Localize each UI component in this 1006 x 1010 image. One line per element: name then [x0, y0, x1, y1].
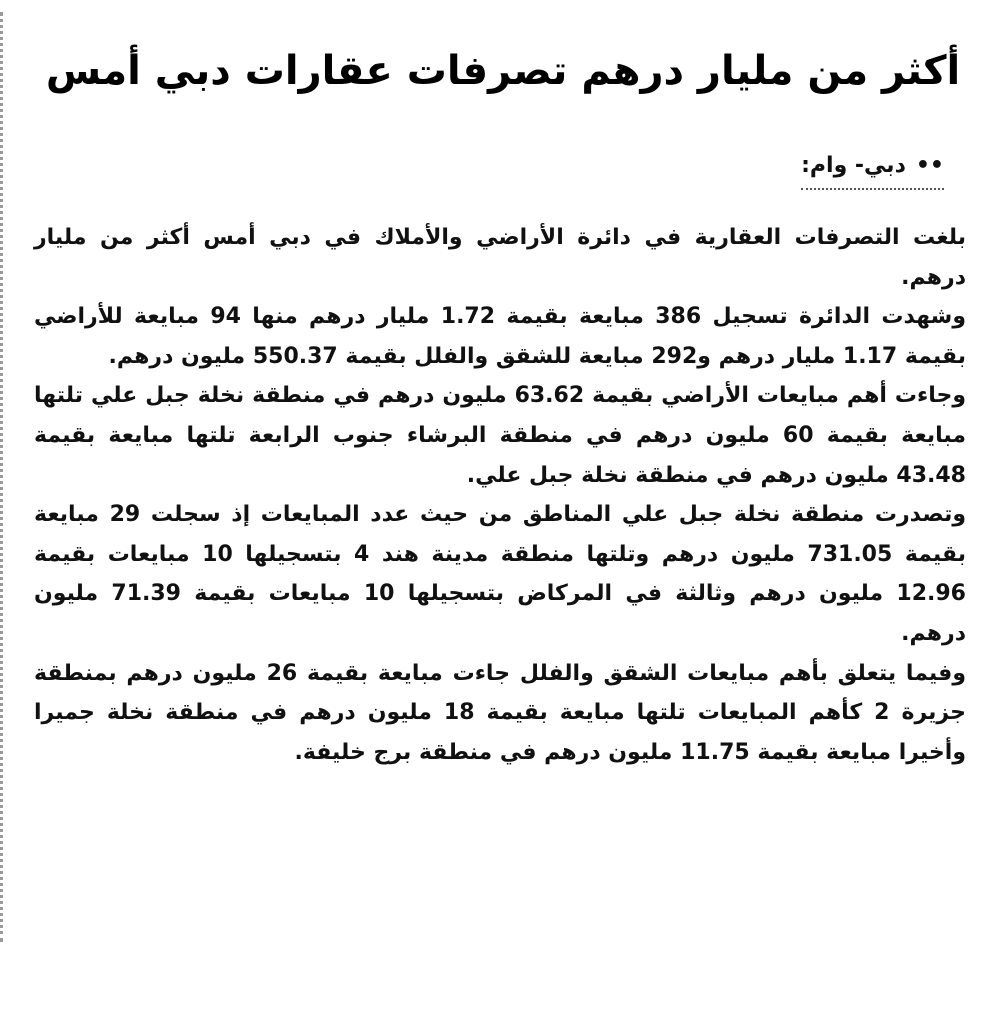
article-body	[34, 218, 966, 772]
article-headline: أكثر من مليار درهم تصرفات عقارات دبي أمس	[45, 48, 961, 94]
dateline-text: دبي- وام:	[801, 153, 906, 178]
article-paragraph-1: بلغت التصرفات العقارية في دائرة الأراضي والأملاك في دبي أمس أكثر من مليار درهم.	[34, 225, 966, 290]
article-paragraph-5: وفيما يتعلق بأهم مبايعات الشقق والفلل جاءت مبايعة بقيمة 26 مليون درهم بمنطقة جزيرة 2 كأهم المبايعات تلتها مبايعة بقيمة 18 مليون درهم في منطقة نخلة جميرا وأخيرا مبايعة بقيمة 11.75 مليون درهم في منطقة برج خليفة.	[34, 660, 966, 765]
dateline-bullets: ••	[915, 153, 944, 178]
column-divider-dotted	[0, 12, 3, 942]
article-paragraph-2: وشهدت الدائرة تسجيل 386 مبايعة بقيمة 1.72 مليار درهم منها 94 مبايعة للأراضي بقيمة 1.17 مليار درهم و292 مبايعة للشقق والفلل بقيمة 550.37 مليون درهم.	[34, 304, 966, 369]
article-paragraph-4: وتصدرت منطقة نخلة جبل علي المناطق من حيث عدد المبايعات إذ سجلت 29 مبايعة بقيمة 731.05 مليون درهم وتلتها منطقة مدينة هند 4 بتسجيلها 10 مبايعات بقيمة 12.96 مليون درهم وثالثة في المركاض بتسجيلها 10 مبايعات بقيمة 71.39 مليون درهم.	[34, 502, 967, 646]
article-dateline	[801, 148, 944, 190]
article-paragraph-3: وجاءت أهم مبايعات الأراضي بقيمة 63.62 مليون درهم في منطقة نخلة جبل علي تلتها مبايعة بقيمة 60 مليون درهم في منطقة البرشاء جنوب الرابعة تلتها مبايعة بقيمة 43.48 مليون درهم في منطقة نخلة جبل علي.	[34, 383, 966, 488]
